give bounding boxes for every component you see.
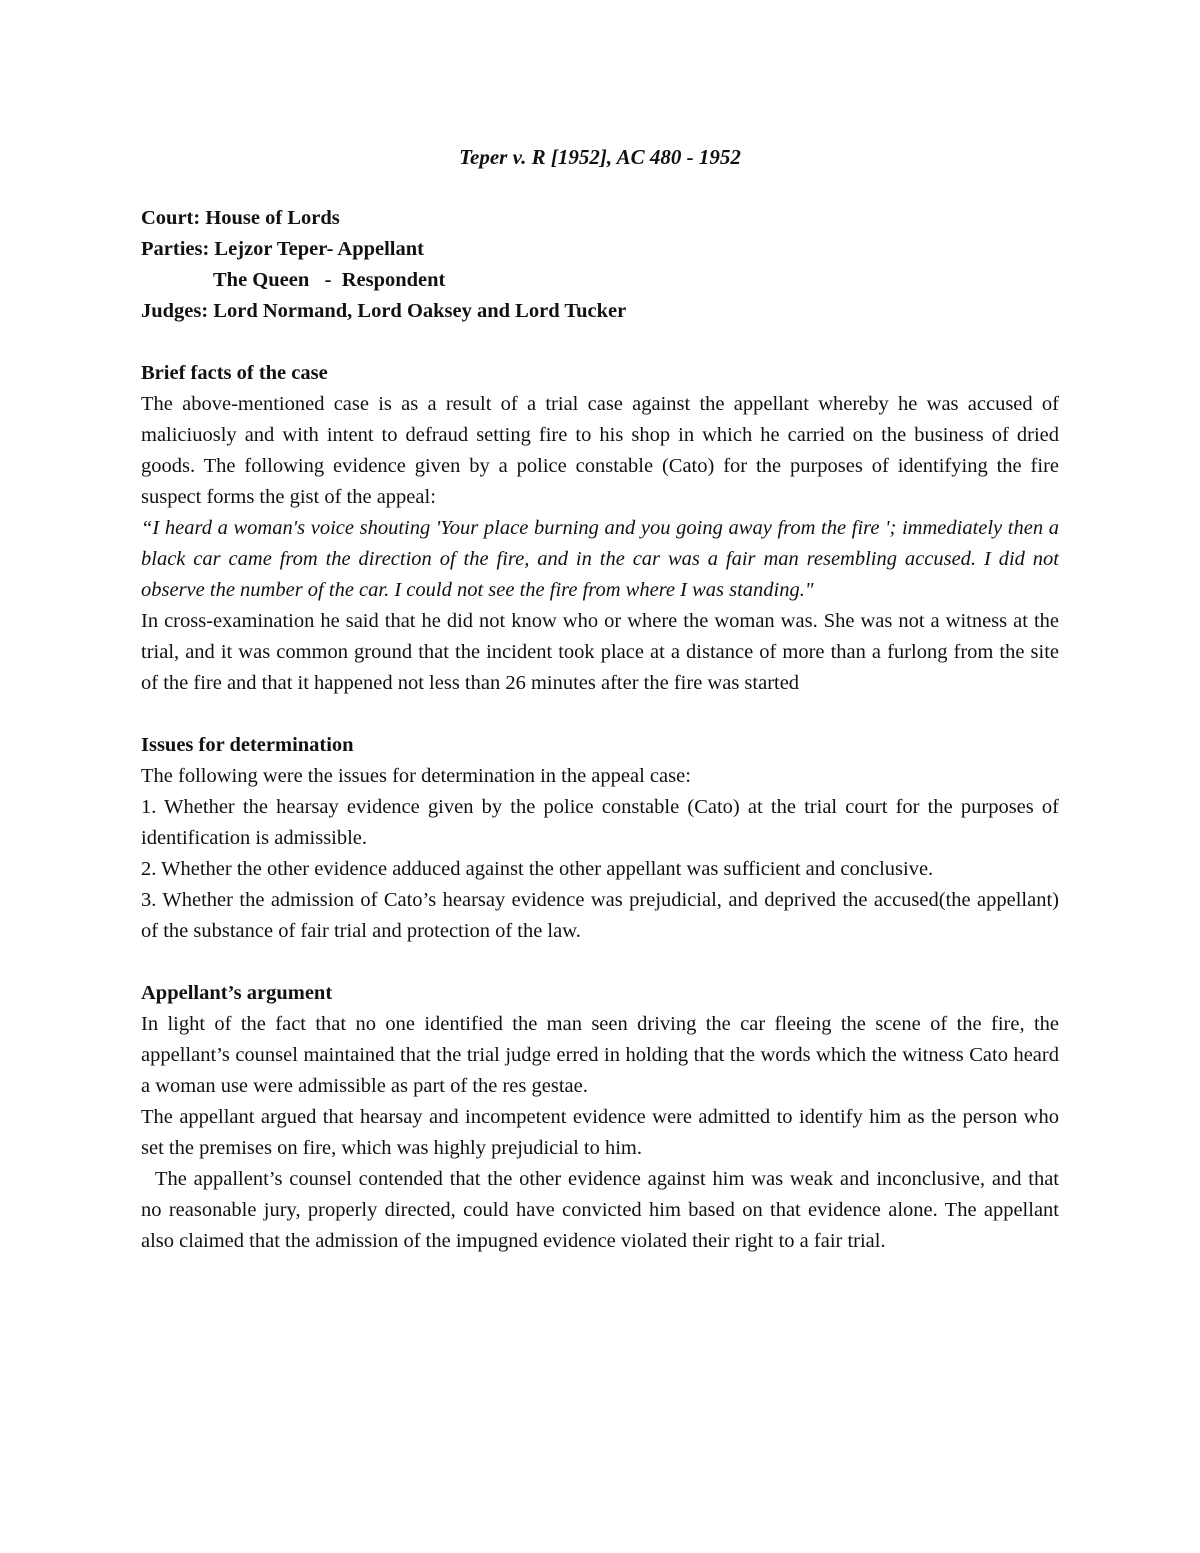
witness-quote: “I heard a woman's voice shouting 'Your place burning and you going away from the fire '; immediately then a black car came from the direction of the fire, and in the car was a fair man resembling accused. I did not observe the number of the car. I could not see the fire from where I was standing." (141, 517, 1059, 601)
facts-paragraph-2: In cross-examination he said that he did not know who or where the woman was. She was not a witness at the trial, and it was common ground that the incident took place at a distance of more than a furlong from the site of the fire and that it happened not less than 26 minutes after the fire was started (141, 610, 1059, 694)
argument-paragraph-1: In light of the fact that no one identified the man seen driving the car fleeing the scene of the fire, the appellant’s counsel maintained that the trial judge erred in holding that the words which the witness Cato heard a woman use were admissible as part of the res gestae. (141, 1013, 1059, 1097)
issues-section (141, 730, 1059, 947)
argument-paragraph-2: The appellant argued that hearsay and incompetent evidence were admitted to identify him as the person who set the premises on fire, which was highly prejudicial to him. (141, 1106, 1059, 1159)
issues-heading: Issues for determination (141, 734, 354, 756)
parties-line-appellant: Parties: Lejzor Teper- Appellant (141, 238, 424, 260)
parties-line-respondent: The Queen - Respondent (213, 269, 446, 291)
facts-heading: Brief facts of the case (141, 362, 328, 384)
court-line: Court: House of Lords (141, 207, 340, 229)
argument-heading: Appellant’s argument (141, 982, 333, 1004)
facts-paragraph-1: The above-mentioned case is as a result of a trial case against the appellant whereby he was accused of maliciuosly and with intent to defraud setting fire to his shop in which he carried on the business of dried goods. The following evidence given by a police constable (Cato) for the purposes of identifying the fire suspect forms the gist of the appeal: (141, 393, 1059, 508)
facts-section (141, 358, 1059, 699)
argument-paragraph-3: The appallent’s counsel contended that the other evidence against him was weak and inconclusive, and that no reasonable jury, properly directed, could have convicted him based on that evidence alone. The appellant also claimed that the admission of the impugned evidence violated their right to a fair trial. (141, 1168, 1059, 1252)
case-metadata (141, 203, 1059, 327)
argument-section (141, 978, 1059, 1257)
issue-item-3: 3. Whether the admission of Cato’s hearsay evidence was prejudicial, and deprived the accused(the appellant) of the substance of fair trial and protection of the law. (141, 889, 1059, 942)
document-title: Teper v. R [1952], AC 480 - 1952 (459, 145, 741, 169)
document-page (141, 140, 1059, 1257)
issue-item-1: 1. Whether the hearsay evidence given by the police constable (Cato) at the trial court for the purposes of identification is admissible. (141, 796, 1059, 849)
judges-line: Judges: Lord Normand, Lord Oaksey and Lord Tucker (141, 300, 627, 322)
issue-item-2: 2. Whether the other evidence adduced against the other appellant was sufficient and conclusive. (141, 858, 934, 880)
issues-intro: The following were the issues for determination in the appeal case: (141, 765, 691, 787)
